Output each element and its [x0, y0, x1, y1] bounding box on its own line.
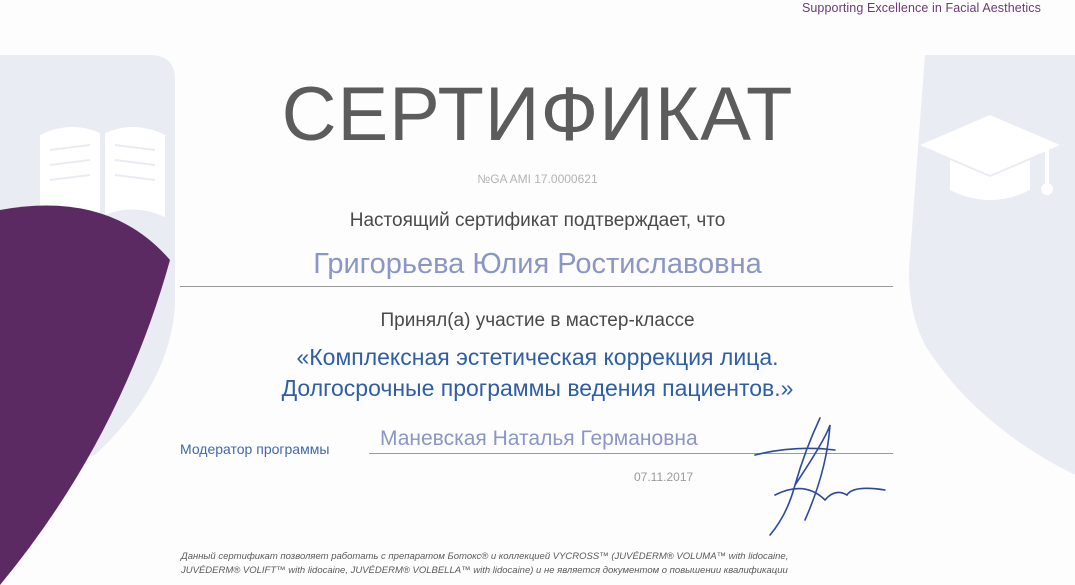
recipient-underline [180, 286, 893, 287]
signature-icon [735, 410, 895, 540]
certificate-number: №GA AMI 17.0000621 [477, 172, 598, 186]
moderator-label: Модератор программы [180, 441, 330, 457]
issue-date: 07.11.2017 [634, 470, 694, 484]
brand-tagline: Supporting Excellence in Facial Aesthetics [801, 1, 1041, 15]
confirm-text: Настоящий сертификат подтверждает, что [349, 210, 726, 231]
recipient-name: Григорьева Юлия Ростиславовна [313, 248, 762, 280]
disclaimer-line-1: Данный сертификат позволяет работать с препаратом Ботокс® и коллекцией VYCROSS™ (JUVÉDERM® VOLUMA™ with lidocaine, [181, 551, 789, 562]
certificate-title: СЕРТИФИКАТ [281, 72, 794, 157]
course-title-line-1: «Комплексная эстетическая коррекция лица. [296, 344, 779, 370]
disclaimer-text [181, 550, 941, 578]
disclaimer-line-2: JUVÉDERM® VOLIFT™ with lidocaine, JUVÉDERM® VOLBELLA™ with lidocaine) и не является документом о повышении квалификации [181, 564, 788, 576]
course-title-line-2: Долгосрочные программы ведения пациентов.» [281, 374, 794, 401]
course-title [0, 342, 1075, 403]
moderator-name: Маневская Наталья Германовна [380, 427, 698, 450]
participation-text: Принял(а) участие в мастер-классе [380, 310, 695, 331]
